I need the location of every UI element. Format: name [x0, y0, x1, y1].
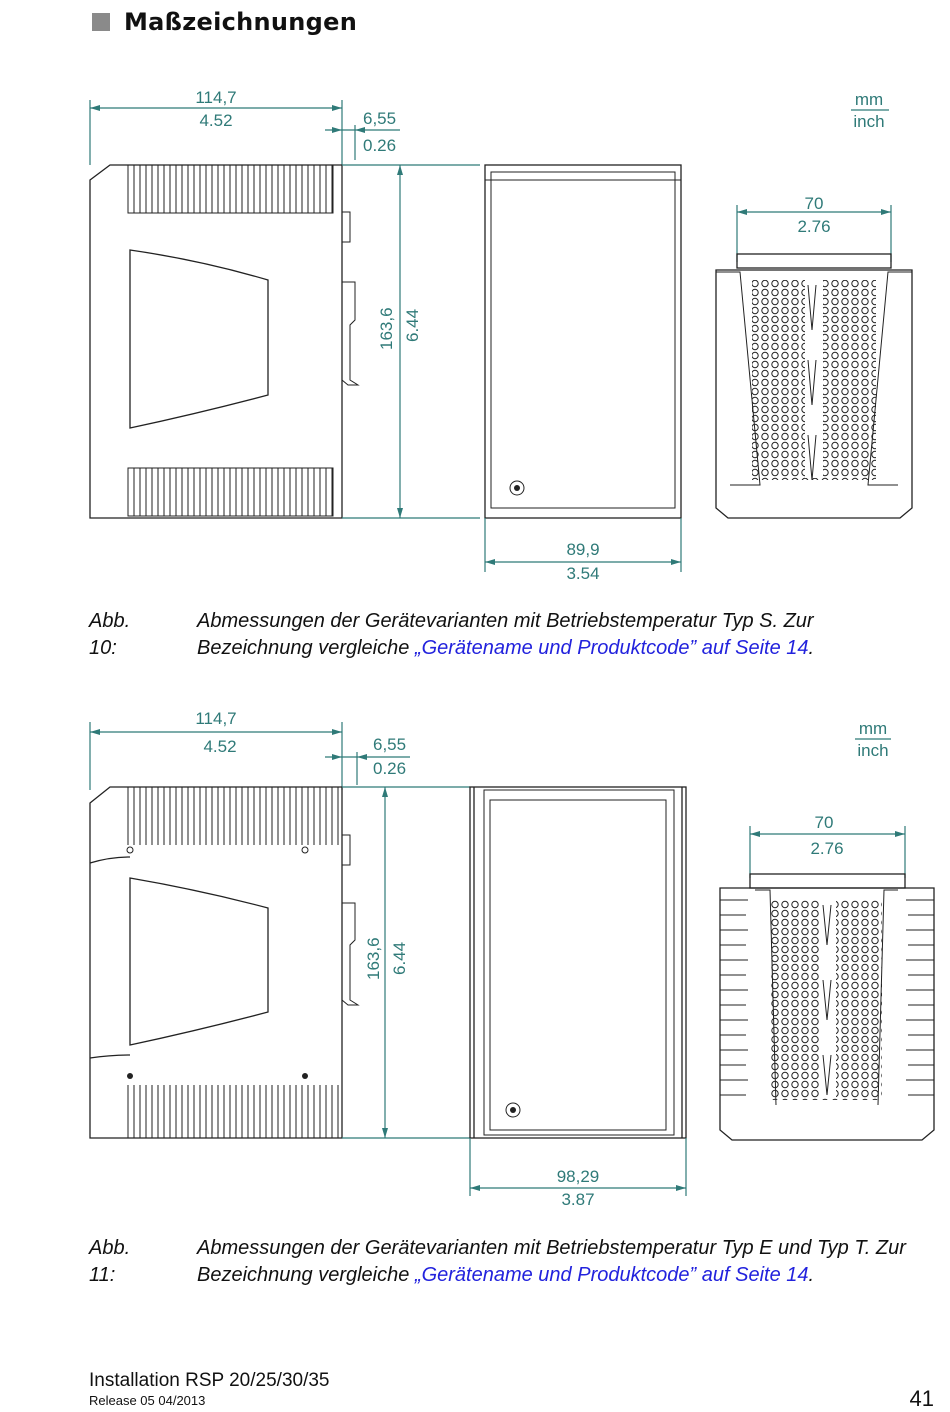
depth-mm-label: 98,29 [556, 1167, 600, 1186]
dim-depth [470, 1138, 686, 1209]
height-inch-label: 6.44 [403, 308, 422, 342]
front-mm-label: 70 [814, 813, 834, 832]
width-inch-label: 4.52 [203, 737, 237, 756]
caption-text: Abmessungen der Gerätevarianten mit Betriebstemperatur Typ S. Zur Bezeichnung vergleiche [197, 610, 814, 659]
units-legend [855, 719, 891, 760]
footer-release: Release 05 04/2013 [89, 1393, 206, 1408]
width-inch-label: 4.52 [199, 111, 233, 130]
heading-square-icon [92, 13, 110, 31]
rail-mm-label: 6,55 [373, 735, 407, 754]
page-title: Maßzeichnungen [124, 8, 358, 36]
rail-inch-label: 0.26 [373, 759, 407, 778]
depth-inch-label: 3.54 [566, 564, 600, 583]
caption-number: Abb. 11: [89, 1237, 131, 1286]
figure-11-drawing [0, 700, 950, 1220]
page-number: 41 [909, 1386, 934, 1411]
dim-height [342, 165, 480, 518]
dim-height [342, 787, 470, 1138]
caption-number: Abb. 10: [89, 610, 131, 659]
dim-width [90, 709, 342, 790]
units-legend [851, 90, 889, 131]
rail-inch-label: 0.26 [363, 136, 397, 155]
dim-depth [485, 518, 681, 583]
figure-10-drawing [0, 80, 950, 590]
dim-rail [325, 735, 410, 785]
caption-link[interactable]: „Gerätename und Produktcode” auf Seite 14 [414, 1264, 809, 1286]
top-view [720, 874, 934, 1140]
width-mm-label: 114,7 [195, 709, 237, 728]
width-mm-label: 114,7 [195, 88, 237, 107]
front-inch-label: 2.76 [810, 839, 844, 858]
front-inch-label: 2.76 [797, 217, 831, 236]
height-inch-label: 6.44 [390, 941, 409, 975]
unit-mm: mm [854, 90, 884, 109]
caption-text: Abmessungen der Gerätevarianten mit Betriebstemperatur Typ E und Typ T. Zur Bezeichnung vergleiche [197, 1237, 906, 1286]
height-mm-label: 163,6 [364, 937, 383, 980]
depth-mm-label: 89,9 [566, 540, 600, 559]
top-view [716, 254, 912, 518]
dim-rail [325, 109, 400, 160]
rail-mm-label: 6,55 [363, 109, 397, 128]
caption-link[interactable]: „Gerätename und Produktcode” auf Seite 14 [414, 637, 809, 659]
caption-end: . [808, 637, 815, 659]
depth-inch-label: 3.87 [561, 1190, 595, 1209]
height-mm-label: 163,6 [377, 307, 396, 350]
dim-front-width [750, 813, 905, 878]
side-view [90, 165, 358, 518]
unit-inch: inch [857, 741, 889, 760]
front-view [470, 787, 686, 1138]
page-footer [89, 1370, 330, 1408]
unit-inch: inch [853, 112, 885, 131]
front-mm-label: 70 [804, 194, 824, 213]
dim-front-width [737, 194, 891, 262]
caption-end: . [808, 1264, 815, 1286]
footer-title: Installation RSP 20/25/30/35 [89, 1370, 330, 1391]
unit-mm: mm [858, 719, 888, 738]
dim-width [90, 88, 342, 165]
front-view [485, 165, 681, 518]
section-heading [92, 8, 357, 36]
